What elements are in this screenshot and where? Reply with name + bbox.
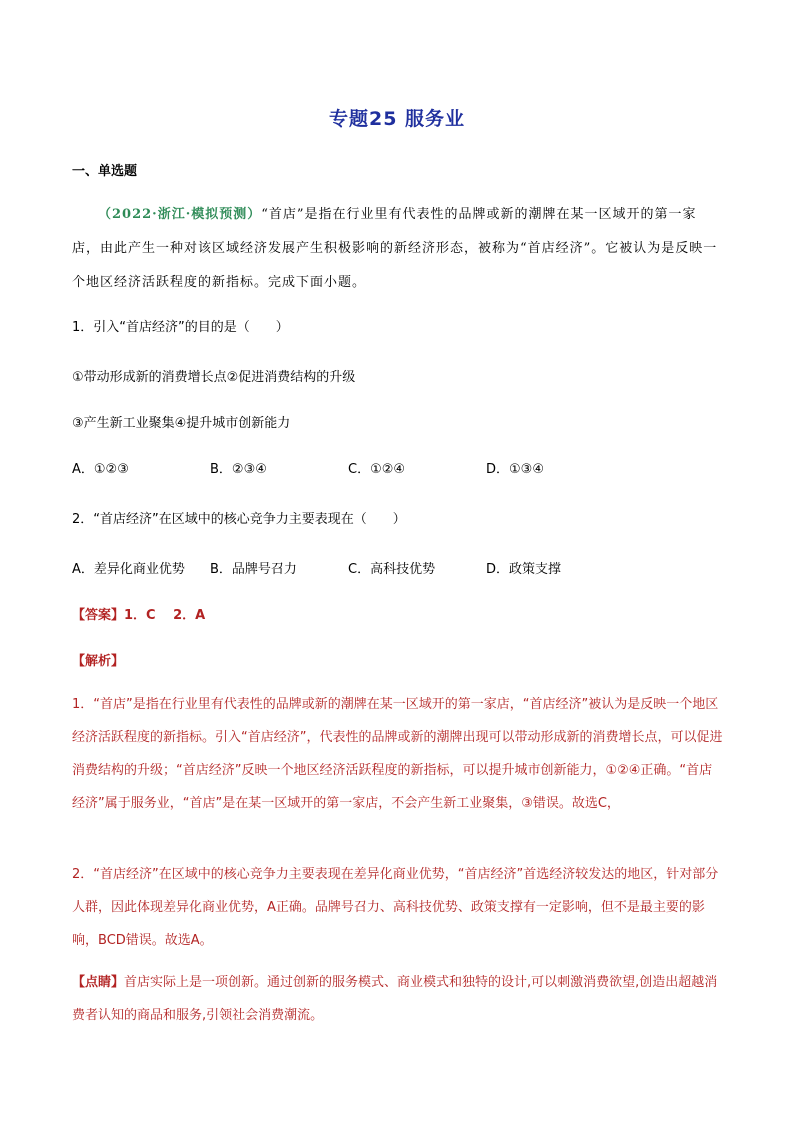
q1-option-b: B．②③④	[210, 462, 267, 477]
q2-option-a: A．差异化商业优势	[72, 562, 185, 577]
answer-label: 【答案】	[72, 608, 125, 623]
analysis-paragraph-1	[72, 688, 724, 820]
section-heading: 一、单选题	[72, 164, 138, 179]
analysis-paragraph-2	[72, 858, 724, 957]
analysis-text-2: 2．“首店经济”在区域中的核心竞争力主要表现在差异化商业优势，“首店经济”首选经济较发达的地区，针对部分人群，因此体现差异化商业优势，A正确。品牌号召力、高科技优势、政策支撑有一定影响，但不是最主要的影响，BCD错误。故选A。	[72, 867, 719, 948]
q1-option-d: D．①③④	[486, 462, 544, 477]
question-1-statement-line-1: ①带动形成新的消费增长点②促进消费结构的升级	[72, 370, 356, 385]
q2-option-b: B．品牌号召力	[210, 562, 297, 577]
passage-text: “首店”是指在行业里有代表性的品牌或新的潮牌在某一区域开的第一家店，由此产生一种对该区域经济发展产生积极影响的新经济形态，被称为“首店经济”。它被认为是反映一个地区经济活跃程度的新指标。完成下面小题。	[72, 207, 718, 290]
tip-label: 【点睛】	[72, 975, 125, 990]
analysis-text-1: 1．“首店”是指在行业里有代表性的品牌或新的潮牌在某一区域开的第一家店，“首店经济”被认为是反映一个地区经济活跃程度的新指标。引入“首店经济”，代表性的品牌或新的潮牌出现可以带动形成新的消费增长点，可以促进消费结构的升级；“首店经济”反映一个地区经济活跃程度的新指标，可以提升城市创新能力，①②④正确。“首店经济”属于服务业，“首店”是在某一区域开的第一家店，不会产生新工业聚集，③错误。故选C，	[72, 697, 723, 811]
question-2-options	[72, 558, 722, 577]
question-2-stem: 2．“首店经济”在区域中的核心竞争力主要表现在（ ）	[72, 512, 406, 527]
q2-option-d: D．政策支撑	[486, 562, 562, 577]
answer-line	[72, 604, 205, 623]
passage-source: （2022·浙江·模拟预测）	[98, 207, 262, 222]
reading-passage	[72, 198, 722, 300]
tip-paragraph	[72, 966, 724, 1032]
q1-option-a: A．①②③	[72, 462, 129, 477]
question-1-stem: 1．引入“首店经济”的目的是（ ）	[72, 320, 289, 335]
page-title: 专题25 服务业	[328, 108, 466, 130]
q1-option-c: C．①②④	[348, 462, 406, 477]
answer-text: 1．C 2．A	[124, 608, 206, 623]
question-1-options	[72, 458, 722, 477]
analysis-label: 【解析】	[72, 654, 125, 669]
tip-text: 首店实际上是一项创新。通过创新的服务模式、商业模式和独特的设计,可以刺激消费欲望,创造出超越消费者认知的商品和服务,引领社会消费潮流。	[72, 975, 718, 1023]
question-1-statement-line-2: ③产生新工业聚集④提升城市创新能力	[72, 416, 291, 431]
q2-option-c: C．高科技优势	[348, 562, 436, 577]
